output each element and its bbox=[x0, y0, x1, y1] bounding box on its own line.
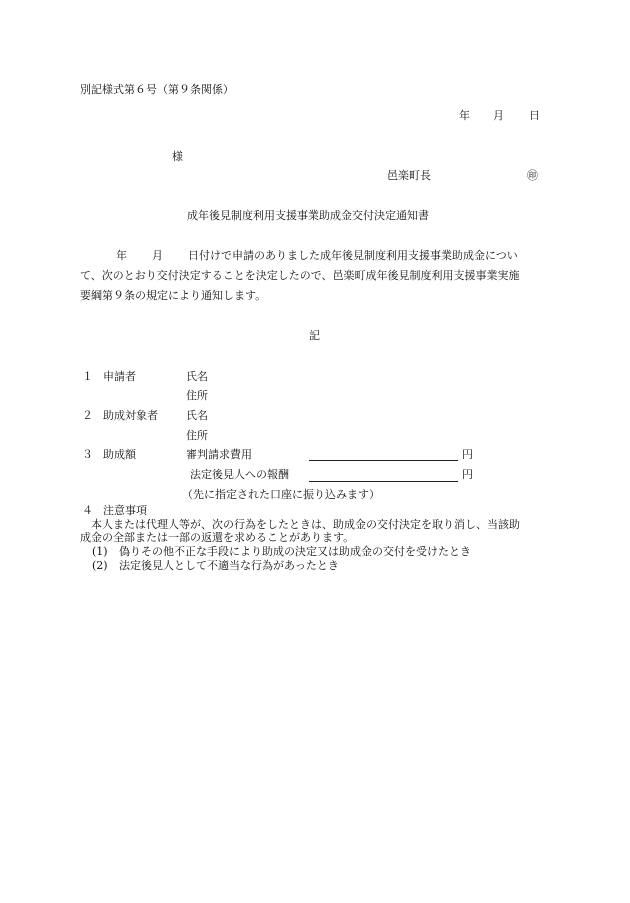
item-number: １ bbox=[82, 370, 93, 383]
body-line-2: て、次のとおり交付決定することを決定したので、邑楽町成年後見制度利用支援事業実施 bbox=[80, 269, 520, 282]
item-label: 助成額 bbox=[103, 448, 136, 461]
address-label: 住所 bbox=[186, 389, 208, 402]
transfer-note: （先に指定された口座に振り込みます） bbox=[182, 488, 380, 501]
addressee-suffix: 様 bbox=[172, 150, 183, 163]
body-year-label: 年 bbox=[116, 249, 127, 262]
notes-list-text-1: 偽りその他不正な手段により助成の決定又は助成金の交付を受けたとき bbox=[119, 545, 471, 558]
name-label: 氏名 bbox=[186, 409, 208, 422]
notes-number: ４ bbox=[82, 504, 93, 517]
notes-list-num-1: (1) bbox=[92, 545, 108, 558]
notes-para-1: 本人または代理人等が、次の行為をしたときは、助成金の交付決定を取り消し、当該助 bbox=[91, 518, 520, 531]
notes-list-num-2: (2) bbox=[92, 559, 108, 572]
issuer-title: 邑楽町長 bbox=[387, 169, 431, 182]
body-line-1: 日付けで申請のありました成年後見制度利用支援事業助成金につい bbox=[188, 249, 518, 262]
date-year-label: 年 bbox=[459, 109, 470, 122]
reward-label: 法定後見人への報酬 bbox=[190, 468, 289, 481]
form-id: 別記様式第６号（第９条関係） bbox=[80, 83, 234, 96]
fee-amount-line bbox=[309, 460, 458, 461]
item-number: ３ bbox=[82, 448, 93, 461]
name-label: 氏名 bbox=[186, 370, 208, 383]
document-title: 成年後見制度利用支援事業助成金交付決定通知書 bbox=[187, 209, 429, 222]
address-label: 住所 bbox=[186, 429, 208, 442]
fee-label: 審判請求費用 bbox=[186, 448, 252, 461]
reward-amount-line bbox=[309, 481, 458, 482]
date-day-label: 日 bbox=[529, 109, 540, 122]
fee-unit: 円 bbox=[462, 448, 473, 461]
reward-unit: 円 bbox=[462, 468, 473, 481]
notes-heading: 注意事項 bbox=[103, 504, 147, 517]
item-label: 申請者 bbox=[103, 370, 136, 383]
body-line-3: 要綱第９条の規定により通知します。 bbox=[80, 289, 267, 302]
notes-list-text-2: 法定後見人として不適当な行為があったとき bbox=[119, 559, 339, 572]
item-label: 助成対象者 bbox=[103, 409, 158, 422]
body-month-label: 月 bbox=[152, 249, 163, 262]
seal-icon: ㊞ bbox=[527, 169, 538, 182]
ki-heading: 記 bbox=[309, 329, 320, 342]
notes-para-2: 成金の全部または一部の返還を求めることがあります。 bbox=[80, 531, 355, 544]
item-number: ２ bbox=[82, 409, 93, 422]
date-month-label: 月 bbox=[493, 109, 504, 122]
